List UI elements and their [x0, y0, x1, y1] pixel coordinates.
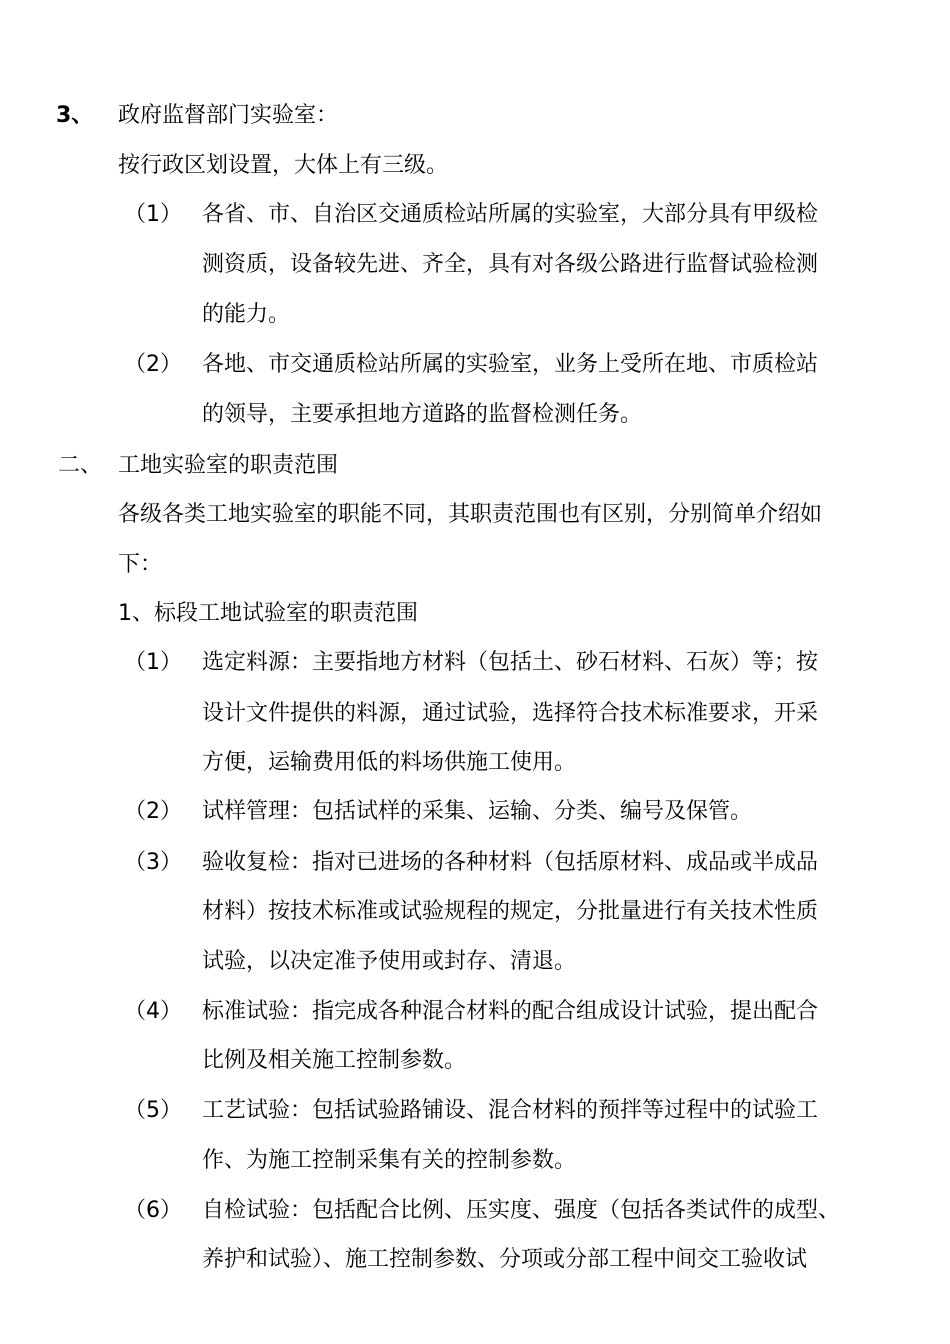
subheading: 1、标段工地试验室的职责范围	[118, 601, 418, 626]
item-text-line: 养护和试验）、施工控制参数、分项或分部工程中间交工验收试	[202, 1247, 808, 1272]
item-text-line: 测资质，设备较先进、齐全，具有对各级公路进行监督试验检测	[202, 252, 819, 277]
item-text-line: 标准试验：指完成各种混合材料的配合组成设计试验，提出配合	[202, 999, 819, 1024]
item-text-line: 设计文件提供的料源，通过试验，选择符合技术标准要求，开采	[202, 701, 819, 726]
item-marker: （1）	[124, 202, 182, 227]
item-marker: （2）	[124, 799, 182, 824]
item-text-line: 比例及相关施工控制参数。	[202, 1048, 467, 1073]
item-text-line: 试样管理：包括试样的采集、运输、分类、编号及保管。	[202, 799, 753, 824]
item-marker: （1）	[124, 650, 182, 675]
section-3-title: 政府监督部门实验室：	[118, 103, 339, 128]
item-text-line: 方便，运输费用低的料场供施工使用。	[202, 750, 577, 775]
item-text-line: 工艺试验：包括试验路铺设、混合材料的预拌等过程中的试验工	[202, 1098, 819, 1123]
item-text-line: 试验，以决定准予使用或封存、清退。	[202, 949, 577, 974]
item-text-line: 自检试验：包括配合比例、压实度、强度（包括各类试件的成型、	[202, 1198, 841, 1223]
item-text-line: 材料）按技术标准或试验规程的规定，分批量进行有关技术性质	[202, 899, 819, 924]
item-marker: （4）	[124, 999, 182, 1024]
section-two-number: 二、	[58, 453, 103, 478]
section-two-intro-line: 下：	[118, 552, 163, 577]
item-marker: （3）	[124, 850, 182, 875]
item-text-line: 验收复检：指对已进场的各种材料（包括原材料、成品或半成品	[202, 850, 819, 875]
section-3-intro: 按行政区划设置，大体上有三级。	[118, 153, 449, 178]
item-text-line: 各地、市交通质检站所属的实验室，业务上受所在地、市质检站	[202, 352, 819, 377]
section-two-intro-line: 各级各类工地实验室的职能不同，其职责范围也有区别，分别简单介绍如	[118, 502, 823, 527]
item-text-line: 作、为施工控制采集有关的控制参数。	[202, 1148, 577, 1173]
section-3-number: 3、	[56, 103, 94, 128]
item-marker: （5）	[124, 1098, 182, 1123]
section-two-title: 工地实验室的职责范围	[118, 453, 339, 478]
item-text-line: 的能力。	[202, 302, 291, 327]
item-text-line: 选定料源：主要指地方材料（包括土、砂石材料、石灰）等；按	[202, 650, 819, 675]
item-marker: （6）	[124, 1198, 182, 1223]
item-text-line: 各省、市、自治区交通质检站所属的实验室，大部分具有甲级检	[202, 202, 819, 227]
item-text-line: 的领导，主要承担地方道路的监督检测任务。	[202, 402, 643, 427]
item-marker: （2）	[124, 352, 182, 377]
